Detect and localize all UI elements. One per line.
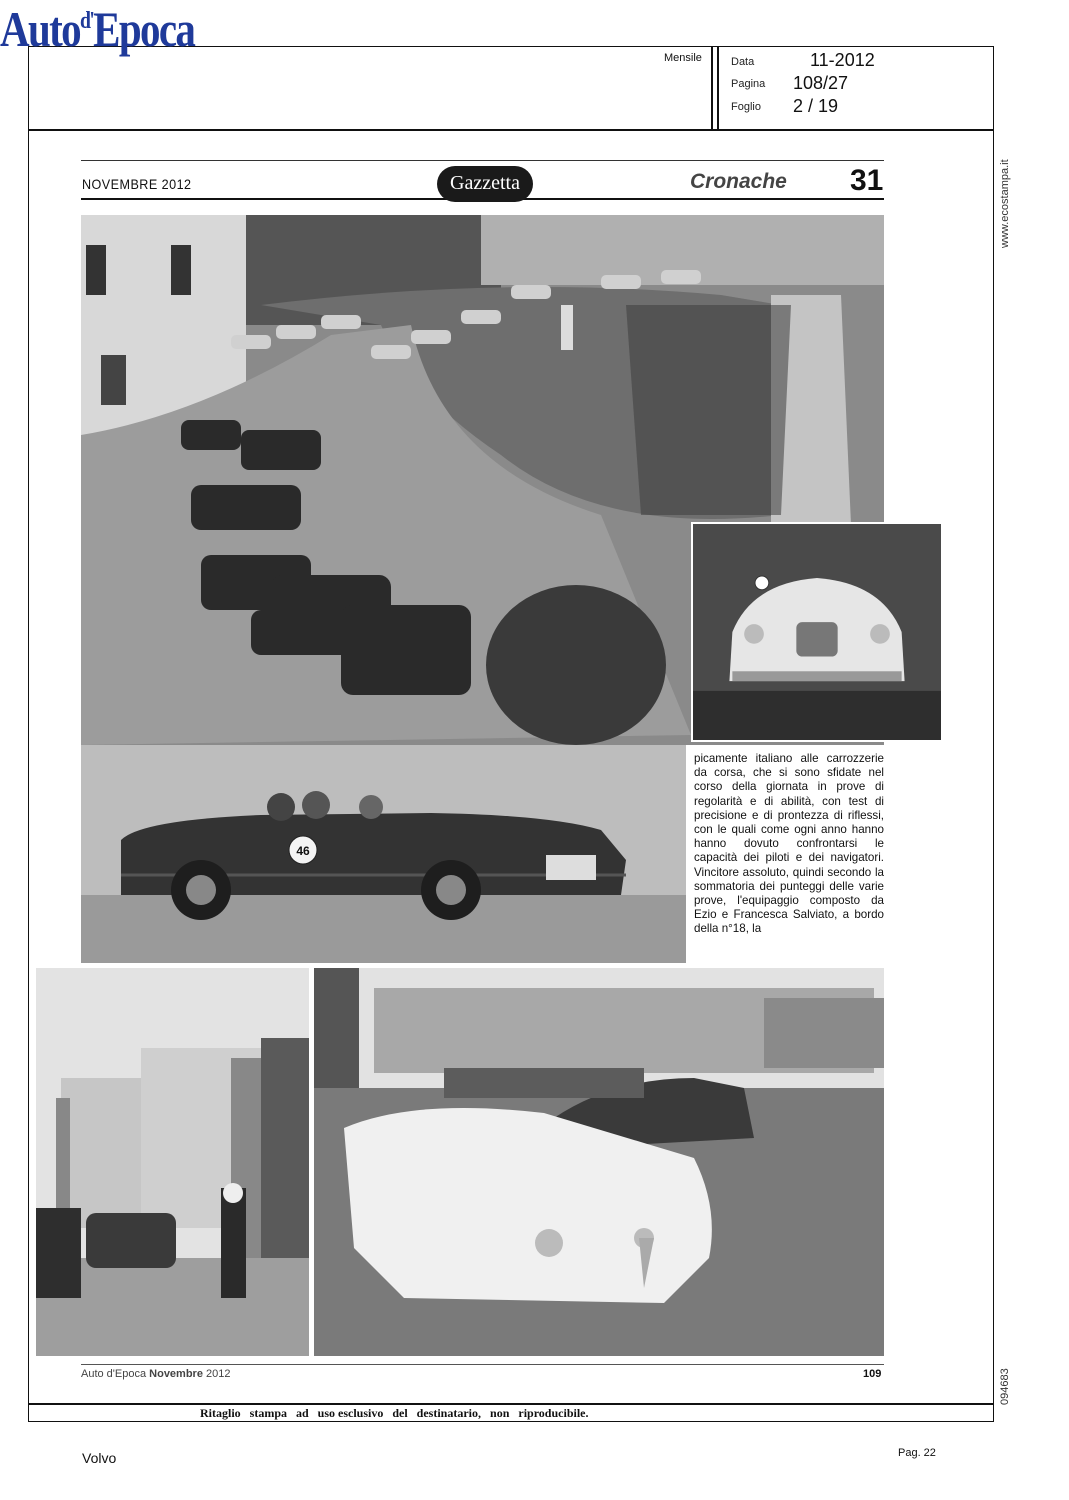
header-divider-2 — [717, 46, 719, 130]
foglio-value: 2 / 19 — [793, 96, 839, 116]
gazzetta-logo: Gazzetta — [437, 166, 533, 202]
data-value: 11-2012 — [810, 50, 875, 70]
page-date: NOVEMBRE 2012 — [82, 176, 192, 192]
page-footer-left: Auto d'Epoca Novembre 2012 — [81, 1368, 231, 1380]
race-number-label: 46 — [296, 844, 310, 858]
disclaimer-top-rule — [28, 1403, 994, 1405]
page-number: 31 — [850, 164, 884, 197]
page-footer-number: 109 — [863, 1368, 882, 1380]
header-divider-1 — [711, 46, 713, 130]
spider-race-car-photo — [81, 745, 686, 963]
bottom-page-label: Pag. 22 — [898, 1447, 936, 1459]
data-label: Data — [731, 56, 755, 68]
page-footer-rule — [81, 1364, 884, 1365]
section-title: Cronache — [690, 170, 787, 193]
website-side-label: www.ecostampa.it — [999, 159, 1011, 248]
article-text: picamente italiano alle carrozzerie da corsa, che si sono sfidate nel corso della giornata in prove di regolarità e di abilità, con test di precisione e di prontezza di riflessi, con le quali come ogni anno hanno hanno dovuto confrontarsi le capacità dei piloti e dei navigatori. Vincitore assoluto, quindi secondo la sommatoria dei punteggi delle varie prove, l'equipaggio composto da Ezio e Francesca Salviato, a bordo della n°18, la — [694, 752, 884, 936]
pagina-label: Pagina — [731, 78, 766, 90]
publication-masthead: Auto$^{d'}$Epoca — [0, 1, 195, 57]
clipping-code-side-label: 094683 — [999, 1368, 1011, 1405]
pagina-value: 108/27 — [793, 73, 849, 93]
foglio-label: Foglio — [731, 101, 761, 113]
frequency-label: Mensile — [664, 52, 702, 64]
white-spider-photo — [314, 968, 884, 1356]
villa-gate-photo — [36, 968, 309, 1356]
lancia-inset-photo — [691, 522, 943, 742]
bottom-left-label: Volvo — [82, 1450, 117, 1466]
disclaimer-text: Ritaglio stampa ad uso esclusivo del destinatario, non riproducibile. — [200, 1406, 589, 1420]
page-header-top-rule — [81, 160, 884, 161]
